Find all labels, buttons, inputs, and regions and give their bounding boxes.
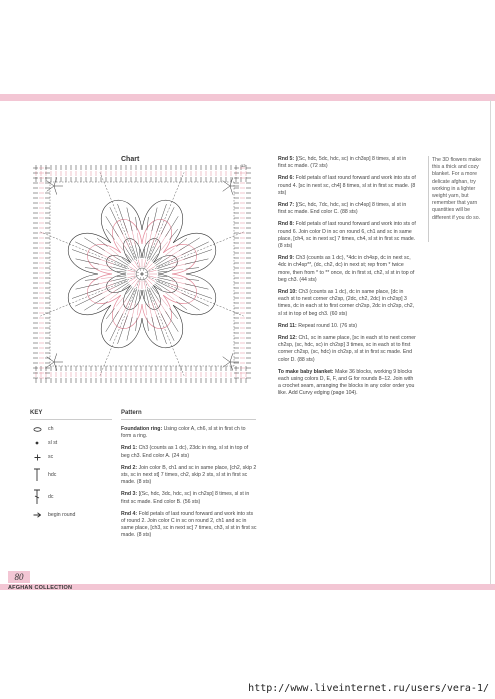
key-label: sc	[48, 454, 54, 460]
petal-stitch	[161, 297, 168, 306]
round-1-stitch	[138, 281, 140, 289]
step-text: Using color A, ch6, sl st in first ch to form a ring.	[121, 426, 246, 440]
corner-stitch	[223, 357, 230, 362]
top-accent-bar	[0, 94, 495, 101]
petal-stitch	[136, 217, 138, 230]
chart-corner-label: 12	[241, 163, 246, 168]
corner-stitch	[230, 177, 233, 186]
petal-stitch	[145, 233, 146, 244]
step-label: Rnd 8:	[278, 221, 295, 228]
key-item-dc	[30, 486, 112, 508]
corner-stitch	[54, 177, 57, 186]
petal-stitch	[110, 293, 119, 300]
petal-stitch	[85, 268, 98, 270]
petal-stitch	[185, 259, 209, 264]
petal-stitch	[110, 207, 123, 234]
petal-stitch	[186, 279, 199, 281]
pattern-divider	[121, 419, 256, 420]
petal-stitch	[110, 248, 119, 255]
key-item-begin-round	[30, 508, 112, 522]
pattern-step	[278, 255, 416, 284]
page-edge	[490, 100, 491, 585]
petal-stitch	[75, 293, 102, 306]
petal-stitch	[185, 284, 209, 289]
petal-stitch	[158, 271, 167, 272]
key-item-sl-st	[30, 436, 112, 450]
step-label: Rnd 4:	[121, 510, 138, 517]
petal-stitch	[172, 277, 183, 278]
round-1-stitch	[144, 260, 146, 268]
step-label: Rnd 9:	[278, 255, 295, 262]
petal-stitch	[117, 271, 126, 272]
corner-stitch	[54, 362, 57, 371]
petal-stitch	[165, 248, 174, 255]
chain-spoke	[142, 232, 244, 274]
petal-stitch	[101, 277, 112, 278]
step-label: Rnd 3:	[121, 491, 138, 498]
petal-stitch	[182, 242, 209, 255]
chain-spoke	[142, 274, 244, 316]
step-text: Fold petals of last round forward and work into sts of round 4. [sc in next sc, ch4] 8 times, sl st in first sc made. (8 sts)	[278, 175, 416, 196]
step-text: [(Sc, hdc, 7dc, hdc, sc) in ch4sp] 8 times, sl st in first sc made. End color C. (88 sts)	[278, 202, 407, 216]
key-label: begin round	[48, 512, 76, 518]
petal-stitch	[116, 297, 123, 306]
pattern-step	[278, 202, 416, 216]
petal-stitch	[137, 304, 138, 315]
petal-stitch	[147, 217, 149, 230]
corner-stitch	[230, 186, 233, 195]
corner-stitch	[47, 186, 54, 191]
chain-spoke	[40, 274, 142, 316]
step-text: Ch3 (counts as 1 dc), 23dc in ring, sl st in top of beg ch3. End color A. (24 sts)	[121, 445, 249, 459]
pattern-step	[278, 175, 416, 197]
pattern-step	[121, 465, 257, 487]
ch-oval-icon	[30, 427, 44, 432]
corner-stitch	[230, 353, 233, 362]
pattern-title: Pattern	[121, 410, 142, 416]
step-text: Ch1, sc in same place, [sc in each st to next corner ch2sp, (sc, hdc, sc) in ch2sp] 3 times, sc in each st to first corner ch2sp, (sc, hdc) in ch2sp, sl st in first sc made. End color D. (88 sts)	[278, 335, 416, 363]
petal-stitch	[152, 317, 157, 341]
petal-stitch	[75, 242, 102, 255]
round-1-stitch	[138, 260, 140, 268]
chain-spoke	[100, 274, 142, 376]
petal-stitch	[182, 293, 209, 306]
pattern-step	[278, 289, 416, 318]
corner-stitch	[54, 186, 57, 195]
step-label: Rnd 2:	[121, 464, 138, 471]
bottom-accent-bar	[0, 584, 495, 590]
petal-stitch	[144, 290, 145, 299]
dot-icon	[30, 440, 44, 446]
petal-stitch	[110, 314, 123, 341]
petal-stitch	[161, 207, 174, 234]
petal-stitch	[139, 249, 140, 258]
petal-stitch	[116, 242, 123, 251]
pattern-step	[278, 221, 416, 250]
key-label: dc	[48, 494, 54, 500]
chart-title: Chart	[121, 156, 140, 163]
petal-stitch	[161, 314, 174, 341]
step-text: Join color B, ch1 and sc in same place, [ch2, skip 2 sts, sc in next st] 7 times, ch2, skip 2 sts, sl st in first sc made. (8 sts)	[121, 464, 257, 486]
key-title: KEY	[30, 410, 43, 416]
step-text: Make 36 blocks, working 9 blocks each using colors D, E, F, and G for rounds 8–12. Join with a crochet seam, arranging the blocks in any color order you like. Add Curvy edging (page 104).	[278, 368, 415, 397]
step-label: Rnd 6:	[278, 175, 295, 182]
petal-stitch	[85, 279, 98, 281]
page-number: 80	[8, 571, 30, 583]
pattern-step	[121, 445, 257, 459]
petal-stitch	[144, 249, 145, 258]
step-label: To make baby blanket:	[278, 368, 334, 375]
chain-spoke	[100, 172, 142, 274]
pattern-column-middle	[278, 156, 416, 403]
corner-stitch	[223, 181, 230, 186]
pattern-step	[278, 323, 416, 330]
round-1-stitch	[128, 270, 136, 272]
step-text: [(Sc, hdc, 5dc, hdc, sc) in ch3sp] 8 times, sl st in first sc made. (72 sts)	[278, 156, 407, 170]
round-1-stitch	[149, 270, 157, 272]
petal-stitch	[101, 269, 112, 270]
key-item-hdc	[30, 464, 112, 486]
key-label: sl st	[48, 440, 58, 446]
petal-stitch	[117, 276, 126, 277]
chain-spoke	[142, 274, 184, 376]
step-text: Fold petals of last round forward and work into sts of round 2. Join color C in sc on round 2, ch1 and sc in same place, [ch3, sc in next sc] 7 times, ch3, sl st in first sc made. (8 sts)	[121, 510, 257, 539]
pattern-step	[121, 426, 257, 440]
step-text: [(Sc, hdc, 3dc, hdc, sc) in ch2sp] 8 times, sl st in first sc made. End color B. (56 sts)	[121, 491, 250, 505]
corner-stitch	[230, 362, 233, 371]
pattern-column-left	[121, 426, 257, 545]
crochet-chart-diagram	[30, 162, 254, 386]
pattern-step	[278, 156, 416, 170]
key-item-sc	[30, 450, 112, 464]
step-label: Rnd 11:	[278, 322, 297, 329]
petal-stitch	[139, 290, 140, 299]
round-1-stitch	[128, 276, 136, 278]
petal-stitch	[165, 293, 174, 300]
corner-stitch	[54, 353, 57, 362]
petal-stitch	[136, 318, 138, 331]
hdc-symbol-icon	[30, 468, 44, 482]
step-text: Ch3 (counts as 1 dc), *4dc in ch4sp, dc in next sc, 4dc in ch4sp**, (dc, ch2, dc) in next st; rep from * twice more, then from * to ** once, dc in first st, ch2, sl st in top of beg ch3. (44 sts)	[278, 255, 415, 283]
step-label: Rnd 12:	[278, 335, 298, 342]
petal-stitch	[127, 317, 132, 341]
chain-spoke	[40, 232, 142, 274]
step-label: Foundation ring:	[121, 426, 163, 432]
pattern-step	[278, 369, 416, 398]
crochet-chart	[30, 162, 254, 386]
round-1-stitch	[144, 281, 146, 289]
petal-stitch	[145, 304, 146, 315]
step-label: Rnd 10:	[278, 289, 298, 296]
step-label: Rnd 7:	[278, 202, 295, 209]
pattern-step	[278, 335, 416, 364]
plus-icon	[30, 454, 44, 461]
petal-stitch	[161, 242, 168, 251]
step-label: Rnd 5:	[278, 156, 295, 162]
key-divider	[30, 419, 112, 420]
section-label: AFGHAN COLLECTION	[8, 585, 73, 591]
round-1-stitch	[149, 276, 157, 278]
step-text: Fold petals of last round forward and work into sts of round 6. Join color D in sc on round 6, ch1 and sc in same place, [ch4, sc in next sc] 7 times, ch4, sl st in first sc made. (8 sts)	[278, 221, 416, 250]
key-label: hdc	[48, 472, 57, 478]
pattern-step	[121, 491, 257, 505]
petal-stitch	[186, 268, 199, 270]
dc-symbol-icon	[30, 489, 44, 505]
watermark-url: http://www.liveinternet.ru/users/vera-1/	[248, 683, 489, 694]
petal-stitch	[152, 208, 157, 232]
key-list	[30, 422, 112, 522]
corner-stitch	[47, 357, 54, 362]
petal-stitch	[158, 276, 167, 277]
pattern-step	[121, 511, 257, 540]
petal-stitch	[172, 269, 183, 270]
key-label: ch	[48, 426, 54, 432]
petal-stitch	[127, 208, 132, 232]
step-text: Repeat round 10. (76 sts)	[296, 322, 358, 329]
petal-stitch	[76, 259, 100, 264]
chain-spoke	[142, 172, 184, 274]
step-label: Rnd 1:	[121, 445, 138, 452]
arrow-icon	[30, 512, 44, 518]
sidenote-divider	[428, 156, 429, 242]
petal-stitch	[147, 318, 149, 331]
petal-stitch	[76, 284, 100, 289]
sidenote: The 3D flowers make this a thick and cozy blanket. For a more delicate afghan, try working in a lighter weight yarn, but remember that yarn quantities will be different if you do so.	[432, 157, 482, 221]
key-item-ch	[30, 422, 112, 436]
corner-stitch	[47, 181, 54, 186]
petal-stitch	[137, 233, 138, 244]
corner-stitch	[223, 362, 230, 367]
corner-stitch	[223, 186, 230, 191]
step-text: Ch3 (counts as 1 dc), dc in same place, [dc in each st to next corner ch2sp, (2dc, ch2, 2dc) in ch2sp] 3 times, dc in each st to first corner ch2sp, 2dc in ch2sp, ch2, sl st in top of beg ch3. (60 sts)	[278, 289, 415, 317]
